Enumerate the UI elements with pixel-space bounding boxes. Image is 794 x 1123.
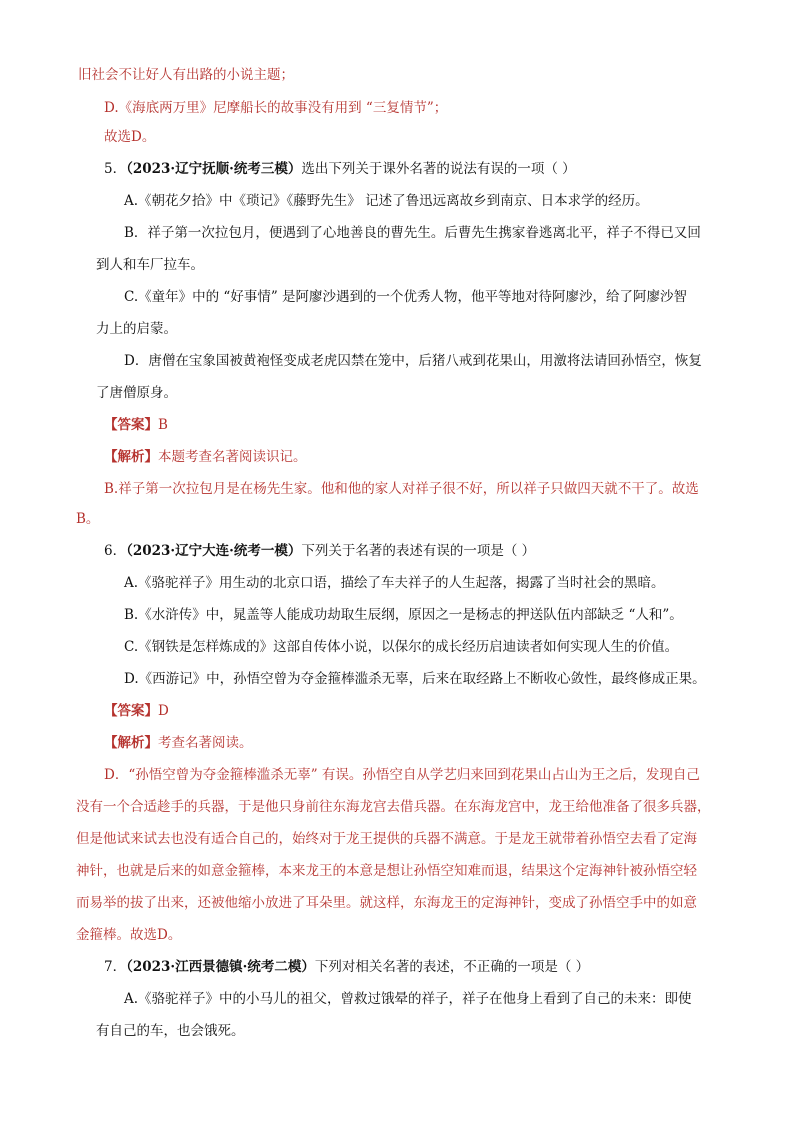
prev-option-d: D.《海底两万里》尼摩船长的故事没有用到 “三复情节”； [104, 100, 448, 116]
q7-option-a-line1: A.《骆驼祥子》中的小马儿的祖父，曾救过饿晕的祥子，祥子在他身上看到了自己的未来：即使 [124, 991, 692, 1007]
question-5 [104, 160, 576, 178]
question-source: （2023·辽宁抚顺·统考三模） [126, 161, 302, 177]
q7-option-a-line2: 有自己的车，也会饿死。 [96, 1023, 245, 1039]
q6-explanation-detail-line1 [104, 766, 700, 784]
q6-answer [104, 702, 169, 720]
q5-option-c-line2: 力上的启蒙。 [96, 321, 177, 337]
question-stem: 下列对相关名著的表述，不正确的一项是（ ） [314, 959, 590, 975]
question-stem: 选出下列关于课外名著的说法有误的一项（ ） [301, 161, 576, 177]
q6-option-b: B.《水浒传》中，晁盖等人能成功劫取生辰纲，原因之一是杨志的押送队伍内部缺乏 “人和”。 [124, 607, 683, 623]
q5-explanation-detail-line2: B。 [76, 511, 100, 527]
q6-explanation-detail-line3: 但是他试来试去也没有适合自己的，始终对于龙王提供的兵器不满意。于是龙王就带着孙悟空去看了定海 [76, 831, 697, 847]
q5-option-d-line2: 了唐僧原身。 [96, 385, 177, 401]
question-6 [104, 542, 535, 560]
question-stem: 下列关于名著的表述有误的一项是（ ） [301, 543, 536, 559]
answer-tag: 【答案】 [104, 417, 158, 433]
q6-option-a: A.《骆驼祥子》用生动的北京口语，描绘了车夫祥子的人生起落，揭露了当时社会的黑暗。 [124, 575, 665, 591]
q5-option-b-line1: B．祥子第一次拉包月，便遇到了心地善良的曹先生。后曹先生携家眷逃离北平，祥子不得已又回 [124, 225, 701, 241]
detail-prefix: D． [104, 767, 129, 783]
prev-answer-line: 旧社会不让好人有出路的小说主题； [78, 67, 294, 83]
question-number: 7． [104, 959, 127, 975]
answer-value: B [158, 417, 168, 433]
question-7 [104, 958, 589, 976]
question-source: （2023·江西景德镇·统考二模） [126, 959, 315, 975]
detail-rest: 有误。孙悟空自从学艺归来回到花果山占山为王之后，发现自己 [317, 767, 700, 783]
q6-explanation-detail-line6: 金箍棒。故选D。 [76, 927, 182, 943]
q5-option-c-line1: C.《童年》中的 “好事情” 是阿廖沙遇到的一个优秀人物，他平等地对待阿廖沙，给了阿廖沙智 [124, 289, 688, 305]
prev-conclusion: 故选D。 [104, 129, 156, 145]
explanation-text: 本题考查名著阅读识记。 [158, 449, 307, 465]
q6-option-d: D.《西游记》中，孙悟空曾为夺金箍棒滥杀无辜，后来在取经路上不断收心敛性，最终修成正果。 [124, 671, 706, 687]
q5-option-b-line2: 到人和车厂拉车。 [96, 257, 204, 273]
explanation-tag: 【解析】 [104, 735, 158, 751]
q5-explanation [104, 448, 307, 466]
q6-option-c: C.《钢铁是怎样炼成的》这部自传体小说，以保尔的成长经历启迪读者如何实现人生的价值。 [124, 639, 679, 655]
question-number: 5． [104, 161, 127, 177]
q6-explanation-detail-line4: 神针，也就是后来的如意金箍棒，本来龙王的本意是想让孙悟空知难而退，结果这个定海神针被孙悟空轻 [76, 863, 697, 879]
explanation-text: 考查名著阅读。 [158, 735, 253, 751]
q5-option-d-line1: D．唐僧在宝象国被黄袍怪变成老虎囚禁在笼中，后猪八戒到花果山，用激将法请回孙悟空，恢复 [124, 353, 702, 369]
q5-answer [104, 416, 168, 434]
explanation-tag: 【解析】 [104, 449, 158, 465]
detail-quote: “孙悟空曾为夺金箍棒滥杀无辜” [128, 767, 318, 783]
q6-explanation-detail-line2: 没有一个合适趁手的兵器，于是他只身前往东海龙宫去借兵器。在东海龙宫中，龙王给他准备了很多兵器， [76, 799, 711, 815]
q6-explanation-detail-line5: 而易举的拔了出来，还被他缩小放进了耳朵里。就这样，东海龙王的定海神针，变成了孙悟空手中的如意 [76, 895, 697, 911]
question-source: （2023·辽宁大连·统考一模） [126, 543, 302, 559]
q5-explanation-detail-line1: B.祥子第一次拉包月是在杨先生家。他和他的家人对祥子很不好，所以祥子只做四天就不干了。故选 [104, 481, 699, 497]
question-number: 6． [104, 543, 127, 559]
q6-explanation [104, 734, 253, 752]
q5-option-a: A.《朝花夕拾》中《琐记》《藤野先生》 记述了鲁迅远离故乡到南京、日本求学的经历。 [124, 193, 649, 209]
answer-value: D [158, 703, 169, 719]
answer-tag: 【答案】 [104, 703, 158, 719]
